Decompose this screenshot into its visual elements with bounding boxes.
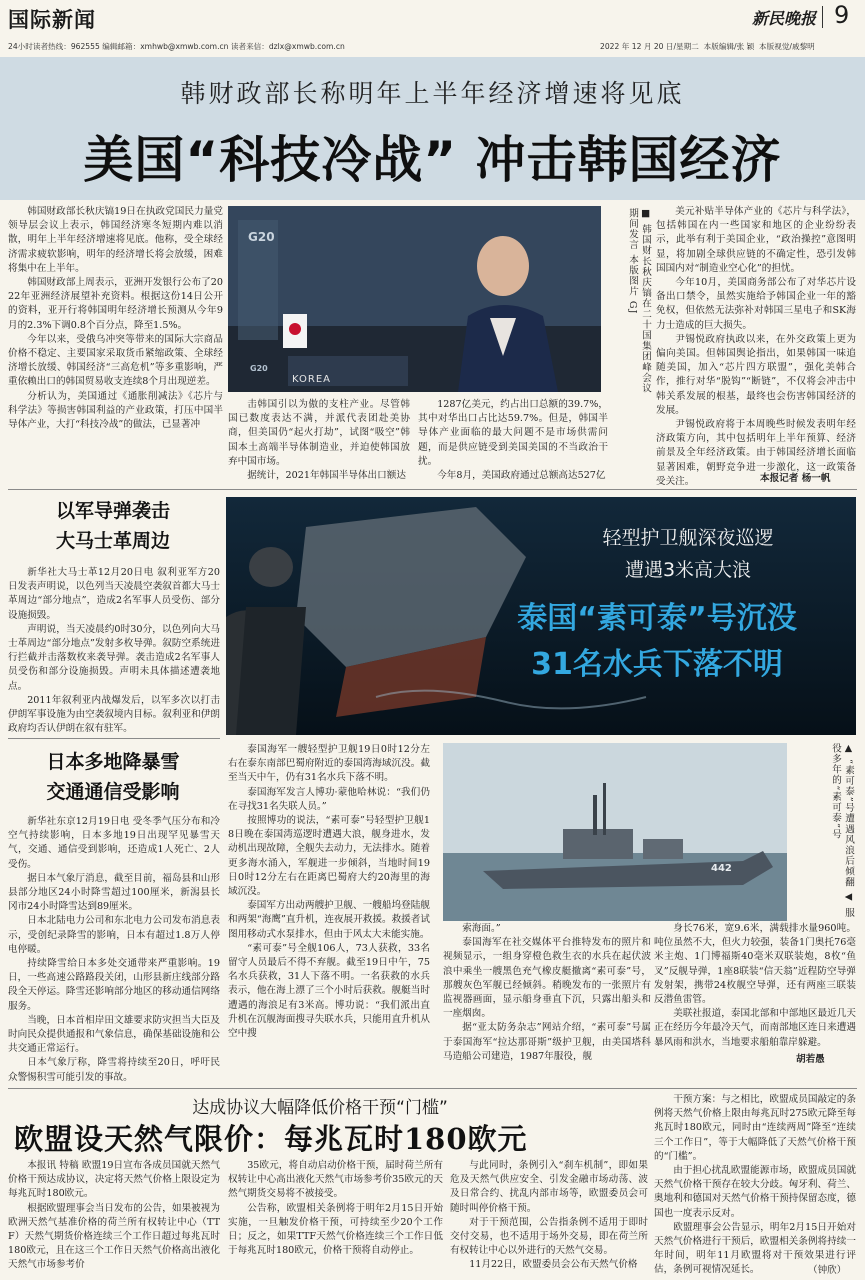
paragraph: 由于担心扰乱欧盟能源市场，欧盟成员国就天然气价格干预存在较大分歧。匈牙利、荷兰、奥地利和德国对天然气价格干预持保留态度，德国也一度表示反对。 — [654, 1165, 856, 1219]
paragraph: 声明说，当天凌晨约0时30分，以色列向大马士革周边“部分地点”发射多枚导弹。叙防空系统进行拦截并击落数枚来袭导弹。袭击造成2名军事人员受伤和部分设施损毁。声明未具体描述遭袭地点。 — [8, 623, 220, 692]
paragraph: 韩国财政部上周表示，亚洲开发银行公布了2022年亚洲经济展望补充资料。根据这份14日公开的资料，亚开行将韩国明年经济增长预测从今年9月的2.3%下调0.8个百分点，降至1.5%。 — [8, 277, 223, 331]
ship-photo-art — [443, 743, 787, 921]
paragraph: 分析认为，美国通过《通胀削减法》《芯片与科学法》等损害韩国利益的产业政策，打压中国半导体产业，大打“科技冷战”的做法，已显著冲 — [8, 390, 223, 431]
g20-photo — [228, 206, 601, 392]
date-line — [600, 41, 815, 52]
ship-photo — [443, 743, 787, 921]
paragraph: 击韩国引以为傲的支柱产业。尽管韩国已数度表达不满，并派代表团赴美协商，但美国仍“起火打劫”，试图“吸空”韩国本土高端半导体制造业，并迫使韩国放弃中国市场。 — [228, 399, 410, 467]
visual-credit: 本版视觉/戚黎明 — [759, 42, 815, 51]
thailand-headline-l1: 泰国“素可泰”号沉没 — [517, 601, 797, 636]
g20-photo-art — [228, 206, 601, 392]
paragraph: 尹锡悦政府执政以来，在外交政策上更为偏向美国。但韩国舆论指出，如果韩国一味追随美国，加入“芯片四方联盟”，强化美韩合作，推行对华“脱钩”“断链”，不仅将会冲击中韩关系发展的根基，最终也会伤害韩国经济的发展。 — [656, 333, 856, 416]
thailand-kicker-l2: 遭遇3米高大浪 — [624, 559, 752, 581]
hotline-line: 24小时读者热线：962555 编辑邮箱：xmhwb@xmwb.com.cn 读者来信：dzlx@xmwb.com.cn — [8, 42, 345, 51]
paragraph: 持续降雪给日本多处交通带来严重影响。19日，一些高速公路路段关闭，山形县新庄线部分路段全天停运。降雪还影响部分地区的移动通信网络服务。 — [8, 958, 220, 1012]
lead-kicker: 韩财政部长称明年上半年经济增速将见底 — [180, 79, 685, 108]
damascus-divider — [8, 738, 220, 739]
paragraph: 今年以来，受俄乌冲突等带来的国际大宗商品价格不稳定、主要国家采取货币紧缩政策、全球经济增长放缓、韩国经济“三高危机”等多重影响，严重依赖出口的韩国贸易收支连续8个月出现逆差。 — [8, 333, 223, 388]
paragraph: 新华社东京12月19日电 受冬季气压分布和冷空气持续影响，日本多地19日出现罕见暴雪天气，交通、通信受到影响，还造成1人死亡、2人受伤。 — [8, 816, 220, 870]
paragraph: “素可泰”号全舰106人，73人获救，33名留守人员最后不得不弃舰。截至19日中午，75名水兵获救，31人下落不明。一名获救的水兵表示，他在海上漂了三个小时后获救。舰艇当时遭遇的海浪足有3米高。博功说：“我们派出直升机在沉舰海面搜寻失联水兵，只能用直升机从空中搜 — [228, 942, 430, 1040]
paragraph: 尹锡悦政府将于本周晚些时候发表明年经济政策方向，其中包括明年上半年预算、经济前景及全年经济政策。由于韩国经济增长面临显著困难，朝野竞争进一步激化，这一政策备受关注。 — [656, 419, 856, 487]
paragraph: 1287亿美元，约占出口总额的39.7%，其中对华出口占比达59.7%。但是，韩国半导体产业面临的最大问题不是市场供需问题，而是供应链受到美国美国的不当政治干扰。 — [418, 399, 608, 467]
thailand-body-col1 — [228, 743, 430, 1063]
japan-headline-l2: 交通通信受影响 — [46, 781, 180, 803]
paragraph: 根据欧盟理事会当日发布的公告，如果被视为欧洲天然气基准价格的荷兰所有权转让中心（TTF）天然气期货价格连续三个工作日超过每兆瓦时180欧元，且在这三个工作日天然气价格高出液化天然气市场参考价 — [8, 1202, 220, 1271]
damascus-headline-l1: 以军导弹袭击 — [55, 500, 170, 522]
eu-divider — [8, 1088, 857, 1089]
paragraph: 泰国海军在社交媒体平台推特发布的照片和视频显示，一组身穿橙色救生衣的水兵在起伏波浪中乘坐一艘黑色充气橡皮艇撤离“素可泰”号，那艘灰色军舰已经倾斜。稍晚发布的一张照片有监视器画面，显示船身垂直下沉，只露出船头和一座烟囱。 — [443, 937, 651, 1020]
paragraph: 与此同时，条例引入“刹车机制”，即如果危及天然气供应安全、引发金融市场动荡、波及日常合约、扰乱内部市场等，欧盟委员会可随时叫停价格干预。 — [450, 1160, 648, 1214]
paragraph: 美元补贴半导体产业的《芯片与科学法》，包括韩国在内一些国家和地区的企业纷纷表示，此举有利于美国企业，“政治操控”意图明显，将加剧全球供应链的不确定性，恐引发韩国国内对“制造业空心化”的担忧。 — [656, 206, 856, 274]
g20-sign-top: G20 — [248, 230, 275, 244]
issue-date: 2022 年 12 月 20 日/星期二 — [600, 42, 699, 51]
eu-body-col2 — [228, 1159, 443, 1273]
ship-hull-number: 442 — [711, 863, 732, 874]
paragraph: 今年8月，美国政府通过总额高达527亿 — [437, 470, 606, 482]
paragraph: 按照博功的说法，“素可泰”号轻型护卫舰18日晚在泰国湾巡逻时遭遇大浪，舰身进水，发动机出现故障，全舰失去动力，无法排水。随着更多海水涌入，军舰进一步倾斜，当地时间19日0时12分左右在距离巴蜀府大约20海里的海域沉没。 — [228, 815, 430, 898]
paragraph: 对于干预范围，公告指条例不适用于即时交付交易，也不适用于场外交易，即在荷兰所有权转让中心以外进行的天然气交易。 — [450, 1216, 648, 1257]
thailand-photo-caption: ▲ “素可泰”号遭遇风浪后倾翻 ◀ 服役多年的“素可泰”号 — [830, 743, 854, 919]
paragraph: 索海面。” — [462, 923, 501, 934]
thailand-headline-l2: 31名水兵下落不明 — [531, 647, 783, 682]
paragraph: 新华社大马士革12月20日电 叙利亚军方20日发表声明说，以色列当天凌晨空袭叙首都大马士革周边“部分地点”，造成2名军事人员受伤、部分设施损毁。 — [8, 567, 220, 621]
g20-sign-bottom: G20 — [250, 364, 268, 373]
lead-body-col2 — [228, 398, 410, 484]
paragraph: 11月22日，欧盟委员会公布天然气价格 — [469, 1259, 638, 1271]
eu-body-col3 — [450, 1159, 648, 1273]
paragraph: 公告称，欧盟相关条例将于明年2月15日开始实施，一旦触发价格干预，可持续至少20个工作日；反之，如果TTF天然气价格连续三个工作日低于每兆瓦时180欧元，价格干预将自动停止。 — [228, 1202, 443, 1257]
paragraph: 2011年叙利亚内战爆发后，以军多次以打击伊朗军事设施为由空袭叙境内目标。叙利亚和伊朗政府均否认伊朗在叙有驻军。 — [8, 694, 220, 735]
lead-divider — [8, 489, 857, 490]
paragraph: 干预方案：与之相比，欧盟成员国敲定的条例将天然气价格上限由每兆瓦时275欧元降至每兆瓦时180欧元，同时由“连续两周”降至“连续三个工作日”，等于大幅降低了天然气价格干预的“门槛”。 — [654, 1094, 856, 1162]
eu-body-col1 — [8, 1159, 220, 1273]
g20-nameplate: KOREA — [292, 374, 331, 385]
lead-headline-block — [0, 57, 865, 200]
japan-headline-l1: 日本多地降暴雪 — [46, 751, 180, 773]
eu-byline: （钟欣） — [808, 1265, 847, 1276]
thailand-body-col3 — [654, 922, 856, 1048]
paragraph: 美联社报道，泰国北部和中部地区最近几天正在经历今年最冷天气，而南部地区连日来遭遇暴风雨和洪水，当地要求船舶靠岸躲避。 — [654, 1008, 856, 1048]
paragraph: 据日本气象厅消息，截至目前，福岛县和山形县部分地区24小时降雪超过100厘米，新潟县长冈市24小时降雪达到89厘米。 — [8, 872, 220, 913]
paragraph: 身长76米，宽9.6米，满载排水量960吨。吨位虽然不大，但火力较强，装备1门奥托76毫米主炮、1门博福斯40毫米双联装炮，8枚“鱼叉”反舰导弹，1座8联装“信天翁”近程防空导弹发射架，携带24枚舰空导弹，还有两座三联装反潜鱼雷管。 — [654, 923, 856, 1006]
japan-body — [8, 815, 220, 1083]
lead-body-col3 — [418, 398, 608, 484]
masthead — [0, 0, 865, 56]
paragraph: 今年10月，美国商务部公布了对华芯片设备出口禁令，虽然实施给予韩国企业一年的豁免权，但依然无法弥补对韩国三星电子和SK海力士造成的巨大损失。 — [656, 277, 856, 331]
section-title: 国际新闻 — [8, 8, 96, 32]
paper-name: 新民晚报 — [752, 9, 817, 28]
paragraph: 韩国财政部长秋庆镐19日在执政党国民力量党领导层会议上表示，韩国经济寒冬短期内难以消散，明年上半年经济增速将见底。他称，受全球经济需求疲软影响，明年的经济增长将会放缓，困难将集中在上半年。 — [8, 206, 223, 274]
page-number: 9 — [834, 1, 850, 29]
masthead-divider — [822, 6, 823, 28]
g20-photo-caption: ■ 韩国财长秋庆镐在二十国集团峰会议期间发言 本版图片 GJ — [627, 208, 651, 394]
damascus-body — [8, 566, 220, 736]
eu-headline: 欧盟设天然气限价：每兆瓦时180欧元 — [14, 1122, 528, 1156]
lead-headline: 美国“科技冷战” 冲击韩国经济 — [83, 131, 782, 189]
paragraph: 泰国海军发言人博功·蒙他哈林说：“我们仍在寻找31名失联人员。” — [228, 786, 430, 812]
thailand-kicker-l1: 轻型护卫舰深夜巡逻 — [602, 527, 774, 549]
paragraph: 据统计，2021年韩国半导体出口额达 — [247, 470, 406, 482]
lead-body-col1 — [8, 205, 223, 483]
paragraph: 欧盟理事会公告显示，明年2月15日开始对天然气价格进行干预后，欧盟相关条例将持续一年时间，明年11月欧盟将对干预效果进行评估，条例可视情况延长。 — [654, 1221, 856, 1276]
thailand-body-col2 — [443, 922, 651, 1064]
eu-kicker: 达成协议大幅降低价格干预“门槛” — [192, 1098, 448, 1118]
lead-byline: 本报记者 杨一帆 — [760, 473, 831, 484]
damascus-headline-l2: 大马士革周边 — [55, 530, 170, 552]
paragraph: 泰国海军一艘轻型护卫舰19日0时12分左右在泰东南部巴蜀府附近的泰国湾海域沉没。截至当天中午，仍有31名水兵下落不明。 — [228, 744, 430, 784]
paragraph: 泰国军方出动两艘护卫舰、一艘船坞登陆舰和两架“海鹰”直升机，连夜展开救援。救援者试图用移动式水泵排水，但由于风太大未能实施。 — [228, 900, 430, 940]
paragraph: 本报讯 特稿 欧盟19日宣布各成员国就天然气价格干预达成协议，决定将天然气价格上限设定为每兆瓦时180欧元。 — [8, 1160, 220, 1200]
paragraph: 日本北陆电力公司和东北电力公司发布消息表示，受创纪录降雪的影响，日本有超过1.8万人停电停暖。 — [8, 915, 220, 955]
editor-credit: 本版编辑/张 颖 — [703, 42, 755, 51]
thailand-byline: 胡若愚 — [796, 1054, 825, 1065]
paragraph: 据“亚太防务杂志”网站介绍，“素可泰”号属于泰国海军“拉达那哥斯”级护卫舰，由美国塔科马造船公司建造，1987年服役，舰 — [443, 1022, 651, 1062]
paragraph: 日本气象厅称，降雪将持续至20日，呼吁民众警惕积雪可能引发的事故。 — [8, 1057, 220, 1083]
thailand-banner — [226, 497, 856, 735]
paragraph: 当晚，日本首相岸田文雄要求防灾担当大臣及时向民众提供通报和气象信息，确保基础设施和公共交通正常运行。 — [8, 1014, 220, 1055]
paragraph: 35欧元，将自动启动价格干预，届时荷兰所有权转让中心高出液化天然气市场参考价35欧元的天然气期货交易将不被接受。 — [228, 1160, 443, 1200]
